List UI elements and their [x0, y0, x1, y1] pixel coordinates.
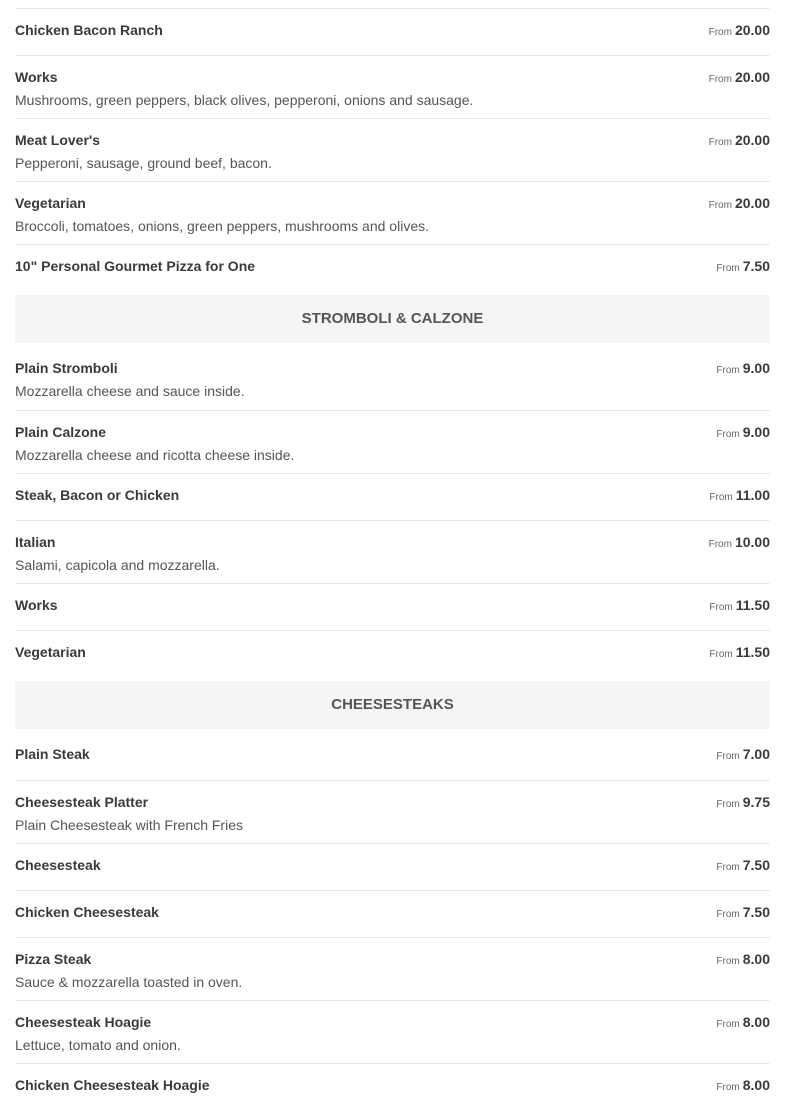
item-name: Pizza Steak — [15, 951, 92, 967]
menu-item[interactable] — [15, 780, 770, 843]
item-name: Vegetarian — [15, 195, 86, 211]
price-value: 9.00 — [742, 360, 770, 376]
item-name: Chicken Cheesesteak Hoagie — [15, 1077, 210, 1093]
item-price — [716, 951, 770, 969]
price-value: 7.50 — [742, 904, 770, 920]
menu-item[interactable] — [15, 1063, 770, 1110]
item-price — [716, 904, 770, 922]
from-label: From — [716, 429, 740, 440]
item-price — [716, 360, 770, 378]
item-price — [716, 794, 770, 812]
price-value: 7.50 — [742, 857, 770, 873]
from-label: From — [708, 74, 732, 85]
item-name: Italian — [15, 534, 56, 550]
price-value: 11.00 — [735, 487, 770, 503]
item-price — [716, 258, 770, 276]
item-name: Works — [15, 597, 58, 613]
menu-item[interactable] — [15, 118, 770, 181]
item-description: Broccoli, tomatoes, onions, green peppers, mushrooms and olives. — [15, 218, 429, 234]
item-description: Salami, capicola and mozzarella. — [15, 557, 220, 573]
item-price — [709, 195, 770, 213]
menu-list — [15, 8, 770, 1110]
item-name: Works — [15, 69, 58, 85]
price-value: 11.50 — [735, 644, 770, 660]
item-name: Steak, Bacon or Chicken — [15, 487, 180, 503]
from-label: From — [716, 799, 740, 810]
item-name: Chicken Bacon Ranch — [15, 22, 163, 38]
item-price — [709, 644, 770, 662]
menu-item[interactable] — [15, 347, 770, 410]
menu-item[interactable] — [15, 55, 770, 118]
from-label: From — [716, 263, 740, 274]
menu-item[interactable] — [15, 8, 770, 55]
item-price — [709, 69, 770, 87]
item-price — [716, 1077, 770, 1095]
item-description: Mushrooms, green peppers, black olives, pepperoni, onions and sausage. — [15, 92, 474, 108]
from-label: From — [716, 1019, 740, 1030]
item-price — [709, 487, 770, 505]
item-name: Meat Lover's — [15, 132, 101, 148]
item-price — [709, 597, 770, 615]
from-label: From — [709, 649, 733, 660]
from-label: From — [716, 862, 740, 873]
price-value: 8.00 — [742, 951, 770, 967]
item-price — [716, 424, 770, 442]
price-value: 9.00 — [742, 424, 770, 440]
item-price — [709, 534, 770, 552]
section-header-stromboli: STROMBOLI & CALZONE — [15, 295, 770, 343]
item-name: Vegetarian — [15, 644, 86, 660]
from-label: From — [716, 365, 740, 376]
from-label: From — [708, 27, 732, 38]
from-label: From — [708, 200, 732, 211]
price-value: 9.75 — [742, 794, 770, 810]
item-description: Sauce & mozzarella toasted in oven. — [15, 974, 243, 990]
menu-item[interactable] — [15, 1000, 770, 1063]
item-name: Cheesesteak Platter — [15, 794, 149, 810]
menu-item[interactable] — [15, 843, 770, 890]
price-value: 7.50 — [742, 258, 770, 274]
menu-item[interactable] — [15, 733, 770, 780]
item-name: Plain Steak — [15, 746, 90, 762]
item-description: Lettuce, tomato and onion. — [15, 1037, 181, 1053]
menu-item[interactable] — [15, 937, 770, 1000]
item-name: 10" Personal Gourmet Pizza for One — [15, 258, 256, 274]
item-name: Cheesesteak Hoagie — [15, 1014, 152, 1030]
item-price — [716, 1014, 770, 1032]
menu-item[interactable] — [15, 181, 770, 244]
price-value: 20.00 — [734, 69, 770, 85]
price-value: 8.00 — [742, 1014, 770, 1030]
menu-item[interactable] — [15, 410, 770, 473]
menu-item[interactable] — [15, 473, 770, 520]
from-label: From — [716, 1082, 740, 1093]
price-value: 11.50 — [735, 597, 770, 613]
item-description: Mozzarella cheese and ricotta cheese inside. — [15, 447, 295, 463]
from-label: From — [708, 137, 732, 148]
from-label: From — [709, 492, 733, 503]
menu-item[interactable] — [15, 583, 770, 630]
item-description: Plain Cheesesteak with French Fries — [15, 817, 243, 833]
from-label: From — [709, 602, 733, 613]
item-price — [716, 857, 770, 875]
price-value: 20.00 — [734, 22, 770, 38]
item-name: Plain Stromboli — [15, 360, 118, 376]
item-price — [709, 22, 770, 40]
item-description: Pepperoni, sausage, ground beef, bacon. — [15, 155, 272, 171]
item-name: Cheesesteak — [15, 857, 101, 873]
item-name: Chicken Cheesesteak — [15, 904, 159, 920]
from-label: From — [708, 539, 732, 550]
from-label: From — [716, 909, 740, 920]
item-name: Plain Calzone — [15, 424, 107, 440]
price-value: 8.00 — [742, 1077, 770, 1093]
menu-item[interactable] — [15, 244, 770, 291]
menu-item[interactable] — [15, 630, 770, 677]
price-value: 20.00 — [734, 195, 770, 211]
menu-item[interactable] — [15, 890, 770, 937]
item-description: Mozzarella cheese and sauce inside. — [15, 383, 245, 399]
item-price — [709, 132, 770, 150]
section-header-cheesesteaks: CHEESESTEAKS — [15, 681, 770, 729]
from-label: From — [716, 751, 740, 762]
price-value: 10.00 — [734, 534, 770, 550]
price-value: 20.00 — [734, 132, 770, 148]
from-label: From — [716, 956, 740, 967]
menu-item[interactable] — [15, 520, 770, 583]
item-price — [716, 746, 770, 764]
price-value: 7.00 — [742, 746, 770, 762]
